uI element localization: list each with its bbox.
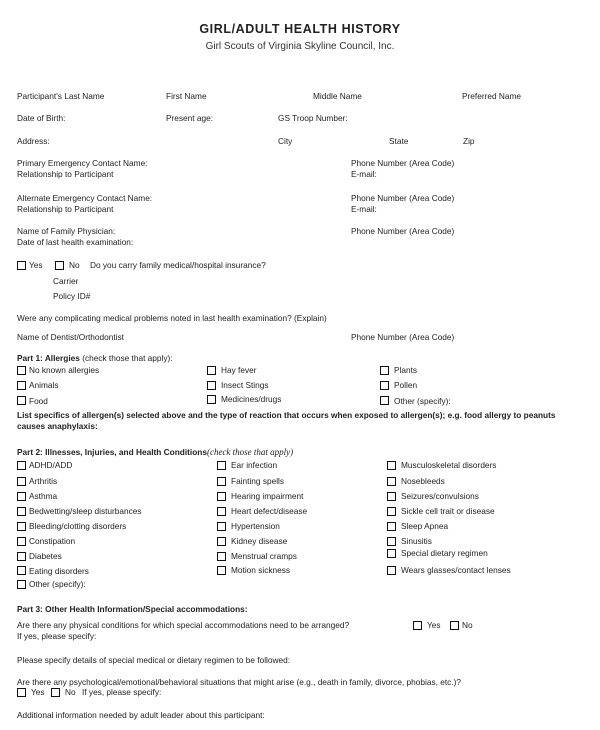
- condition-label: Motion sickness: [231, 565, 291, 575]
- q1-yes-checkbox[interactable]: [413, 621, 422, 630]
- q3-no-checkbox[interactable]: [51, 688, 60, 697]
- allergy-checkbox[interactable]: [380, 381, 389, 390]
- condition-checkbox[interactable]: [217, 522, 226, 531]
- condition-checkbox[interactable]: [17, 522, 26, 531]
- condition-label: Asthma: [29, 491, 58, 501]
- allergy-label: Medicines/drugs: [221, 394, 282, 404]
- condition-label: Other (specify):: [29, 579, 86, 589]
- alternate-relationship-label: Relationship to Participant: [17, 204, 114, 214]
- part1-title: Part 1: Allergies: [17, 353, 80, 363]
- present-age-label: Present age:: [166, 113, 214, 123]
- part3-q4: Additional information needed by adult leader about this participant:: [17, 710, 265, 720]
- dentist-label: Name of Dentist/Orthodontist: [17, 332, 124, 342]
- condition-checkbox[interactable]: [387, 522, 396, 531]
- condition-label: Bleeding/clotting disorders: [29, 521, 127, 531]
- allergy-label: Pollen: [394, 380, 418, 390]
- physician-phone-label: Phone Number (Area Code): [351, 226, 455, 236]
- alternate-email-label: E-mail:: [351, 204, 377, 214]
- condition-label: Fainting spells: [231, 476, 285, 486]
- primary-phone-label: Phone Number (Area Code): [351, 158, 455, 168]
- complicating-question: Were any complicating medical problems noted in last health examination? (Explain): [17, 313, 327, 323]
- q1-yes-label: Yes: [427, 620, 441, 630]
- condition-checkbox[interactable]: [217, 477, 226, 486]
- condition-checkbox[interactable]: [17, 580, 26, 589]
- condition-checkbox[interactable]: [387, 477, 396, 486]
- condition-label: Special dietary regimen: [401, 548, 488, 558]
- condition-checkbox[interactable]: [17, 477, 26, 486]
- condition-label: Wears glasses/contact lenses: [401, 565, 511, 575]
- part1-note: (check those that apply):: [82, 353, 173, 363]
- insurance-no-label: No: [69, 260, 80, 270]
- middle-name-label: Middle Name: [313, 91, 362, 101]
- condition-checkbox[interactable]: [387, 549, 396, 558]
- condition-checkbox[interactable]: [217, 537, 226, 546]
- allergy-label: Hay fever: [221, 365, 257, 375]
- condition-checkbox[interactable]: [387, 507, 396, 516]
- condition-checkbox[interactable]: [217, 492, 226, 501]
- condition-label: Constipation: [29, 536, 76, 546]
- condition-checkbox[interactable]: [387, 566, 396, 575]
- allergy-checkbox[interactable]: [17, 396, 26, 405]
- condition-label: Kidney disease: [231, 536, 288, 546]
- allergy-checkbox[interactable]: [17, 381, 26, 390]
- condition-checkbox[interactable]: [17, 461, 26, 470]
- condition-checkbox[interactable]: [387, 492, 396, 501]
- condition-checkbox[interactable]: [217, 552, 226, 561]
- q1-no-label: No: [462, 620, 473, 630]
- insurance-yes-label: Yes: [29, 260, 43, 270]
- form-subtitle: Girl Scouts of Virginia Skyline Council, Inc.: [205, 41, 395, 52]
- condition-checkbox[interactable]: [17, 492, 26, 501]
- condition-label: ADHD/ADD: [29, 460, 73, 470]
- condition-label: Seizures/convulsions: [401, 491, 479, 501]
- condition-label: Musculoskeletal disorders: [401, 460, 497, 470]
- condition-label: Hearing impairment: [231, 491, 304, 501]
- q3-yes-label: Yes: [31, 687, 45, 697]
- condition-label: Sleep Apnea: [401, 521, 449, 531]
- insurance-yes-checkbox[interactable]: [17, 261, 26, 270]
- address-label: Address:: [17, 136, 50, 146]
- condition-checkbox[interactable]: [17, 566, 26, 575]
- last-name-label: Participant's Last Name: [17, 91, 105, 101]
- condition-label: Ear infection: [231, 460, 278, 470]
- condition-label: Diabetes: [29, 551, 62, 561]
- part3-heading: Part 3: Other Health Information/Special accommodations:: [17, 604, 248, 614]
- allergy-checkbox[interactable]: [380, 366, 389, 375]
- condition-checkbox[interactable]: [217, 566, 226, 575]
- condition-checkbox[interactable]: [17, 507, 26, 516]
- primary-email-label: E-mail:: [351, 169, 377, 179]
- dob-label: Date of Birth:: [17, 113, 66, 123]
- part2-note: (check those that apply): [206, 447, 294, 457]
- condition-label: Nosebleeds: [401, 476, 445, 486]
- dentist-phone-label: Phone Number (Area Code): [351, 332, 455, 342]
- alternate-phone-label: Phone Number (Area Code): [351, 193, 455, 203]
- condition-checkbox[interactable]: [217, 507, 226, 516]
- insurance-question: Do you carry family medical/hospital insurance?: [90, 260, 266, 270]
- q3-specify-label: If yes, please specify:: [82, 687, 162, 697]
- condition-label: Sinusitis: [401, 536, 432, 546]
- city-label: City: [278, 136, 293, 146]
- allergy-label: Other (specify):: [394, 396, 451, 406]
- primary-relationship-label: Relationship to Participant: [17, 169, 114, 179]
- q3-yes-checkbox[interactable]: [17, 688, 26, 697]
- zip-label: Zip: [463, 136, 475, 146]
- last-exam-label: Date of last health examination:: [17, 237, 134, 247]
- part2-title: Part 2: Illnesses, Injuries, and Health Conditions: [17, 447, 207, 457]
- part3-q3: Are there any psychological/emotional/behavioral situations that might arise (e.g., death in family, divorce, phobias, etc.)?: [17, 677, 461, 687]
- form-title: GIRL/ADULT HEALTH HISTORY: [199, 22, 401, 36]
- condition-checkbox[interactable]: [17, 552, 26, 561]
- preferred-name-label: Preferred Name: [462, 91, 522, 101]
- allergy-checkbox[interactable]: [380, 396, 389, 405]
- condition-checkbox[interactable]: [387, 461, 396, 470]
- first-name-label: First Name: [166, 91, 207, 101]
- carrier-label: Carrier: [53, 276, 79, 286]
- part3-q1: Are there any physical conditions for which special accommodations need to be arranged?: [17, 620, 350, 630]
- part1-heading: [17, 353, 173, 363]
- part3-q2: Please specify details of special medical or dietary regimen to be followed:: [17, 655, 291, 665]
- physician-label: Name of Family Physician:: [17, 226, 116, 236]
- allergy-label: Animals: [29, 380, 59, 390]
- condition-label: Arthritis: [29, 476, 58, 486]
- allergy-checkbox[interactable]: [207, 366, 216, 375]
- q3-no-label: No: [65, 687, 76, 697]
- q1-no-checkbox[interactable]: [450, 621, 459, 630]
- allergy-label: Plants: [394, 365, 418, 375]
- condition-label: Sickle cell trait or disease: [401, 506, 495, 516]
- allergy-label: No known allergies: [29, 365, 100, 375]
- allergy-checkbox[interactable]: [207, 395, 216, 404]
- state-label: State: [389, 136, 409, 146]
- insurance-no-checkbox[interactable]: [55, 261, 64, 270]
- condition-checkbox[interactable]: [17, 537, 26, 546]
- primary-contact-label: Primary Emergency Contact Name:: [17, 158, 148, 168]
- condition-label: Menstrual cramps: [231, 551, 297, 561]
- condition-label: Hypertension: [231, 521, 280, 531]
- allergy-checkbox[interactable]: [207, 381, 216, 390]
- condition-label: Eating disorders: [29, 566, 89, 576]
- condition-checkbox[interactable]: [387, 537, 396, 546]
- allergy-checkbox[interactable]: [17, 366, 26, 375]
- part2-heading: [17, 447, 293, 457]
- allergy-label: Food: [29, 396, 48, 406]
- troop-number-label: GS Troop Number:: [278, 113, 348, 123]
- allergy-label: Insect Stings: [221, 380, 269, 390]
- condition-label: Bedwetting/sleep disturbances: [29, 506, 142, 516]
- condition-checkbox[interactable]: [217, 461, 226, 470]
- condition-label: Heart defect/disease: [231, 506, 308, 516]
- allergy-instruction: List specifics of allergen(s) selected above and the type of reaction that occurs when exposed to allergen(s); e.g. food allergy to peanuts causes anaphylaxis:: [17, 410, 556, 431]
- policy-label: Policy ID#: [53, 291, 91, 301]
- q1-specify-label: If yes, please specify:: [17, 631, 97, 641]
- alternate-contact-label: Alternate Emergency Contact Name:: [17, 193, 153, 203]
